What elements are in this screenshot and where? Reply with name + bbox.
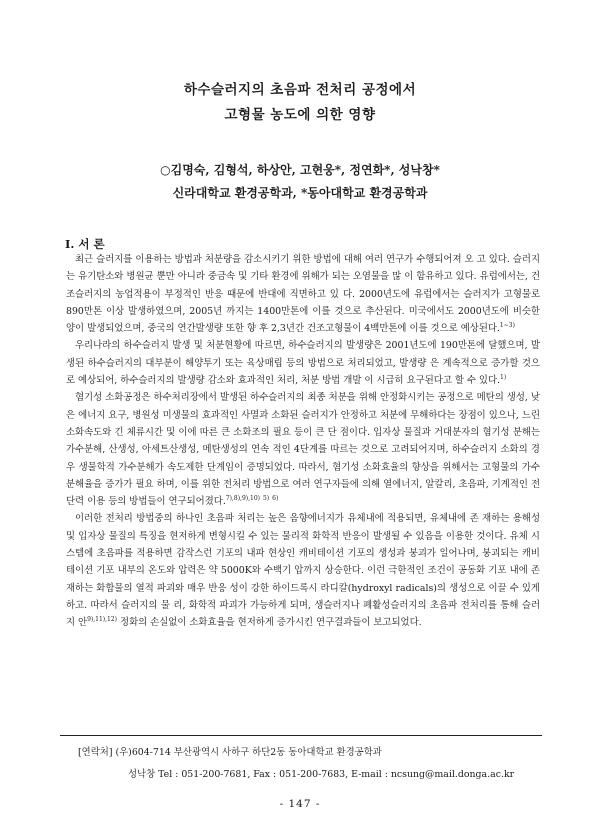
contact-address: [연락처] (우)604-714 부산광역시 사하구 하단2동 동아대학교 환경공학과 [78,747,382,758]
citation-ref: 5) [262,495,270,503]
paragraph-1: 최근 슬러지를 이용하는 방법과 처분량을 감소시키기 위한 방법에 대해 여러 연구가 수행되어져 오 고 있다. 슬러지는 유기탄소와 병원균 뿐만 아니라 중금속 및 기타 환경에 위해가 되는 오염물을 많 이 함유하고 있다. 유럽에서는, 건조슬러지의 농업적용이 부정적인 반응 때문에 반대에 직면하고 있 다. 2000년도에 유럽에서는 슬러지가 고형물로 890만톤 이상 발생하였으며, 2005년 까지는 1400만톤에 이를 것으로 추산된다. 미국에서도 2000년도에 비슷한 양이 발생되었으며, 중국의 연간발생량 또한 향 후 2,3년간 건조고형물이 4백만톤에 이를 것으로 예상된다.$^{1\sim 3)}$ [66,254,541,335]
paper-title-line-2: 고형물 농도에 의한 영향 [224,107,376,123]
section-heading-introduction: Ⅰ. 서 론 [65,237,105,251]
footnote-divider [60,735,542,736]
citation-ref: 1) [500,374,507,382]
paragraph-2: 우리나라의 하수슬러지 발생 및 처분현황에 따르면, 하수슬러지의 발생량은 2001년도에 190만톤에 달했으며, 발생된 하수슬러지의 대부분이 해양투기 또는 육상매립 등의 방법으로 처리되었고, 발생량 은 계속적으로 증가할 것으로 예상되어, 하수슬러지의 발생량 감소와 효과적인 처리, 처분 방법 개발 이 시급히 요구된다고 할 수 있다.$^{1)}$ [66,340,540,387]
contact-details: 성낙창 Tel : 051-200-7681, Fax : 051-200-7683, E-mail : ncsung@mail.donga.ac.kr [128,769,515,780]
author-list: ○김명숙, 김형석, 하상안, 고현웅*, 정연화*, 성낙창* [160,163,440,177]
author-affiliation: 신라대학교 환경공학과, *동아대학교 환경공학과 [172,186,428,200]
citation-ref: 6) [272,495,279,503]
paragraph-4: 이러한 전처리 방법중의 하나인 초음파 처리는 높은 음향에너지가 유체내에 적용되면, 유체내에 존 재하는 용해성 및 입자상 물질의 특징을 현저하게 변형시킬 수 있는 물리적 화학적 반응이 발생될 수 있음을 이용한 것이다. 유체 시스템에 초음파를 적용하면 감작스런 기포의 내파 현상인 캐비테이션 기포의 생성과 붕괴가 일어나며, 붕괴되는 캐비테이션 기포 내부의 온도와 압력은 약 5000K와 수백기 압까지 상승한다. 이런 극한적인 조건이 공동화 기포 내에 존재하는 화합물의 열적 파괴와 매우 반응 성이 강한 하이드록시 라디칼(hydroxyl radicals)의 생성으로 이끌 수 있게 하고. 따라서 슬러지의 물 리, 화학적 파괴가 가능하게 되며, 생슬러지나 폐활성슬러지의 초음파 전처리를 통해 슬러지 안$^{9),11),12)}$ 정화의 손실없이 소화효율을 현저하게 증가시킨 연구결과들이 보고되었다. [66,513,541,629]
introduction-body [66,251,540,632]
paragraph-3: 혐기성 소화공정은 하수처리장에서 발생된 하수슬러지의 최종 처분을 위해 안정화시키는 공정으로 메탄의 생성, 낮은 에너지 요구, 병원성 미생물의 효과적인 사멸과 소화된 슬러지가 안정하고 처분에 무해하다는 장점이 있으나, 느린 소화속도와 긴 체류시간 및 이에 따른 큰 소화조의 필요 등이 큰 단 점이다. 입자상 물질과 거대분자의 혐기성 분해는 가수분해, 산생성, 아세트산생성, 메탄생성의 연속 적인 4단계를 따르는 것으로 고려되어지며, 하수슬러지 소화의 경우 생물학적 가수분해가 속도제한 단계임이 증명되었다. 따라서, 혐기성 소화효율의 향상을 위해서는 고형물의 가수분해율을 증가가 필요 하며, 이를 위한 전처리 방법으로 여러 연구자들에 의해 열에너지, 알칼리, 초음파, 기계적인 전단력 이용 등의 방법들이 연구되어졌다.$^{7),8),9),10)}$ $^{5)}$ $^{6)}$ [66,392,541,508]
citation-ref: 9),11),12) [87,616,118,624]
citation-ref: 1~3) [499,322,515,330]
citation-ref: 7),8),9),10) [225,495,260,503]
paper-title-line-1: 하수슬러지의 초음파 전처리 공정에서 [183,82,417,98]
page-number: - 147 - [279,798,321,810]
